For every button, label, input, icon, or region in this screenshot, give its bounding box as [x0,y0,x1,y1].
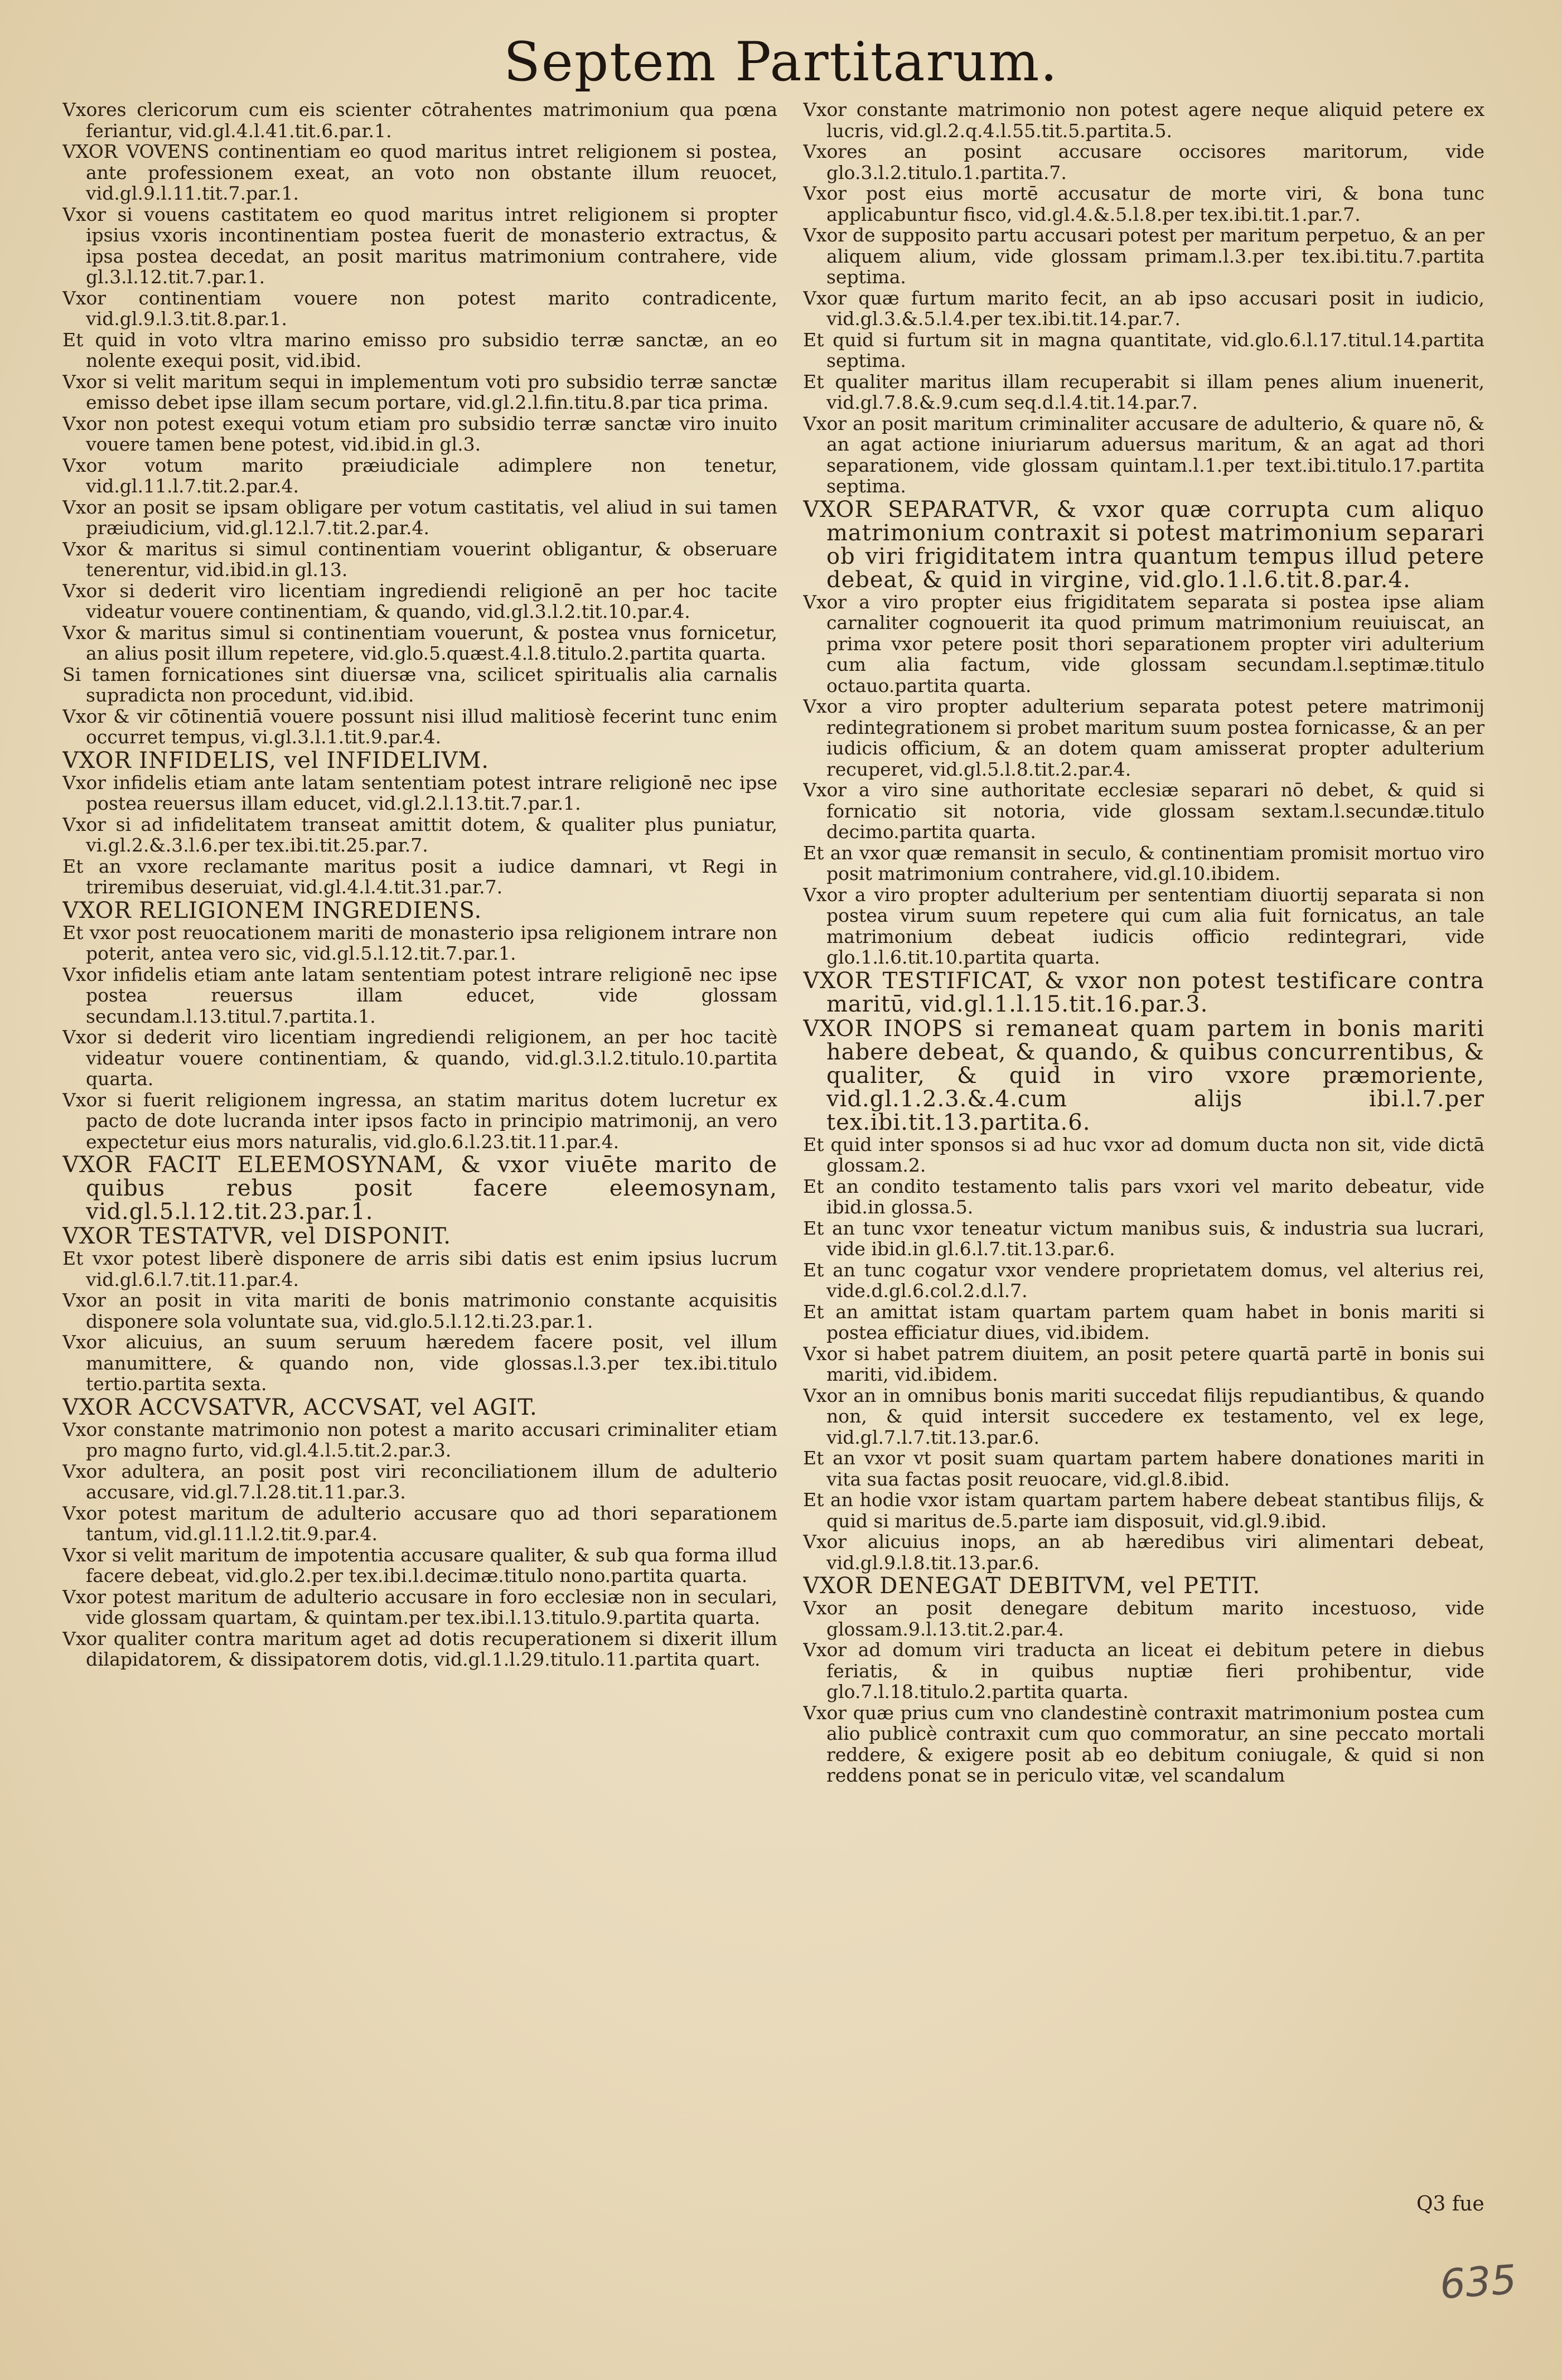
index-entry: Vxor si velit maritum de impotentia accusare qualiter, & sub qua forma illud facere debeat, vid.glo.2.per tex.ibi.l.decimæ.titulo nono.partita quarta. [62,1544,777,1586]
section-heading: VXOR TESTIFICAT, & vxor non potest testificare contra maritū, vid.gl.1.l.15.tit.16.par.3. [803,968,1484,1017]
index-entry: Vxor si dederit viro licentiam ingrediendi religionē an per hoc tacite videatur vouere continentiam, & quando, vid.gl.3.l.2.tit.10.par.4. [62,579,777,622]
index-entry: Vxor alicuius, an suum seruum hæredem facere posit, vel illum manumittere, & quando non, vide glossas.l.3.per tex.ibi.titulo tertio.partita sexta. [62,1331,777,1395]
index-entry: Vxor a viro propter eius frigiditatem separata si postea ipse aliam carnaliter cognouerit ita quod primum matrimonium reuiuiscat, an prima vxor petere posit thori separationem propter viri adulterium cum alia factum, vide glossam secundam.l.septimæ.titulo octauo.partita quarta. [803,591,1484,696]
section-heading: VXOR INOPS si remaneat quam partem in bonis mariti habere debeat, & quando, & quibus concurrentibus, & qualiter, & quid in viro vxore præmoriente, vid.gl.1.2.3.&.4.cum alijs ibi.l.7.per tex.ibi.tit.13.partita.6. [803,1015,1484,1135]
index-entry: Vxor a viro propter adulterium separata potest petere matrimonij redintegrationem si probet maritum suum postea fornicasse, & an per iudicis officium, & an dotem quam amisserat propter adulterium recuperet, vid.gl.5.l.8.tit.2.par.4. [803,695,1484,780]
index-entry: Vxor an posit in vita mariti de bonis matrimonio constante acquisitis disponere sola voluntate sua, vid.glo.5.l.12.ti.23.par.1. [62,1289,777,1332]
handwritten-page-number: 635 [1438,2256,1519,2308]
index-entry: Vxor votum marito præiudiciale adimplere non tenetur, vid.gl.11.l.7.tit.2.par.4. [62,454,777,497]
index-entry: Vxores clericorum cum eis scienter cōtrahentes matrimonium qua pœna feriantur, vid.gl.4.l.41.tit.6.par.1. [62,99,777,142]
index-entry: Vxor & maritus si simul continentiam vouerint obligantur, & obseruare tenerentur, vid.ibid.in gl.13. [62,538,777,581]
index-entry: Vxor post eius mortē accusatur de morte viri, & bona tunc applicabuntur fisco, vid.gl.4.&.5.l.8.per tex.ibi.tit.1.par.7. [803,182,1484,225]
index-entry: Vxor si fuerit religionem ingressa, an statim maritus dotem lucretur ex pacto de dote lucranda inter ipsos facto in principio matrimonij, an vero expectetur eius mors naturalis, vid.glo.6.l.23.tit.11.par.4. [62,1089,777,1153]
running-title: Septem Partitarum. [504,31,1058,93]
index-entry: Vxores an posint accusare occisores maritorum, vide glo.3.l.2.titulo.1.partita.7. [803,141,1484,183]
index-entry: Vxor adultera, an posit post viri reconciliationem illum de adulterio accusare, vid.gl.7.l.28.tit.11.par.3. [62,1460,777,1503]
index-entry: Vxor si velit maritum sequi in implementum voti pro subsidio terræ sanctæ emisso debet ipse illam secum portare, vid.gl.2.l.fin.titu.8.par tica prima. [62,370,777,413]
index-entry: Vxor continentiam vouere non potest marito contradicente, vid.gl.9.l.3.tit.8.par.1. [62,287,777,330]
index-entry: Vxor a viro propter adulterium per sententiam diuortij separata si non postea virum suum repetere qui cum alia fuit fornicatus, an tale matrimonium debeat iudicis officio redintegrari, vide glo.1.l.6.tit.10.partita quarta. [803,883,1484,968]
index-entry: Si tamen fornicationes sint diuersæ vna, scilicet spiritualis alia carnalis supradicta non procedunt, vid.ibid. [62,663,777,706]
section-heading: VXOR DENEGAT DEBITVM, vel PETIT. [803,1573,1261,1599]
index-entry: Vxor an posit se ipsam obligare per votum castitatis, vel aliud in sui tamen præiudicium, vid.gl.12.l.7.tit.2.par.4. [62,496,777,539]
index-entry: Et an hodie vxor istam quartam partem habere debeat stantibus filijs, & quid si maritus de.5.parte iam disposuit, vid.gl.9.ibid. [803,1489,1484,1532]
index-entry: Vxor quæ prius cum vno clandestinè contraxit matrimonium postea cum alio publicè contraxit cum quo commoratur, an sine peccato mortali reddere, & exigere posit ab eo debitum coniugale, & quid si non reddens ponat se in periculo vitæ, vel scandalum [803,1701,1484,1786]
index-entry: Vxor si vouens castitatem eo quod maritus intret religionem si propter ipsius vxoris incontinentiam postea fuerit de monasterio extractus, & ipsa postea decedat, an posit maritus matrimonium contrahere, vide gl.3.l.12.tit.7.par.1. [62,203,777,288]
section-heading: VXOR FACIT ELEEMOSYNAM, & vxor viuēte marito de quibus rebus posit facere eleemosynam, vid.gl.5.l.12.tit.23.par.1. [62,1152,777,1225]
index-entry: Vxor alicuius inops, an ab hæredibus viri alimentari debeat, vid.gl.9.l.8.tit.13.par.6. [803,1531,1484,1574]
catchword: Q3 fue [1416,2193,1484,2215]
left-column [62,99,777,2202]
index-entry: Vxor si dederit viro licentiam ingrediendi religionem, an per hoc tacitè videatur vouere continentiam, & quando, vid.gl.3.l.2.titulo.10.partita quarta. [62,1026,777,1090]
section-heading: VXOR ACCVSATVR, ACCVSAT, vel AGIT. [62,1394,538,1420]
index-entry: Et qualiter maritus illam recuperabit si illam penes alium inuenerit, vid.gl.7.8.&.9.cum seq.d.l.4.tit.14.par.7. [803,370,1484,413]
section-heading: VXOR INFIDELIS, vel INFIDELIVM. [62,747,490,773]
index-entry: Et an vxor vt posit suam quartam partem habere donationes mariti in vita sua factas posit reuocare, vid.gl.8.ibid. [803,1447,1484,1490]
section-heading: VXOR RELIGIONEM INGREDIENS. [62,897,482,923]
index-entry: Vxor infidelis etiam ante latam sententiam potest intrare religionē nec ipse postea reuersus illam educet, vide glossam secundam.l.13.titul.7.partita.1. [62,963,777,1027]
index-entry: Vxor potest maritum de adulterio accusare quo ad thori separationem tantum, vid.gl.11.l.2.tit.9.par.4. [62,1502,777,1545]
index-entry: Et quid si furtum sit in magna quantitate, vid.glo.6.l.17.titul.14.partita septima. [803,328,1484,371]
index-entry: Vxor si ad infidelitatem transeat amittit dotem, & qualiter plus puniatur, vi.gl.2.&.3.l.6.per tex.ibi.tit.25.par.7. [62,813,777,856]
index-entry: Vxor potest maritum de adulterio accusare in foro ecclesiæ non in seculari, vide glossam quartam, & quintam.per tex.ibi.l.13.titulo.9.partita quarta. [62,1585,777,1628]
index-entry: Vxor si habet patrem diuitem, an posit petere quartā partē in bonis sui mariti, vid.ibidem. [803,1342,1484,1385]
index-entry: Vxor de supposito partu accusari potest per maritum perpetuo, & an per aliquem alium, vide glossam primam.l.3.per tex.ibi.titu.7.partita septima. [803,224,1484,288]
right-column [803,99,1484,2202]
index-entry: Vxor & vir cōtinentiā vouere possunt nisi illud malitiosè fecerint tunc enim occurret tempus, vi.gl.3.l.1.tit.9.par.4. [62,705,777,748]
index-entry: Et vxor post reuocationem mariti de monasterio ipsa religionem intrare non poterit, antea vero sic, vid.gl.5.l.12.tit.7.par.1. [62,921,777,964]
section-heading: VXOR TESTATVR, vel DISPONIT. [62,1223,451,1249]
index-entry: Vxor constante matrimonio non potest a marito accusari criminaliter etiam pro magno furto, vid.gl.4.l.5.tit.2.par.3. [62,1418,777,1461]
index-entry: Vxor an in omnibus bonis mariti succedat filijs repudiantibus, & quando non, & quid intersit succedere ex testamento, vel ex lege, vid.gl.7.l.7.tit.13.par.6. [803,1384,1484,1448]
index-entry: Et vxor potest liberè disponere de arris sibi datis est enim ipsius lucrum vid.gl.6.l.7.tit.11.par.4. [62,1247,777,1290]
index-entry: Vxor constante matrimonio non potest agere neque aliquid petere ex lucris, vid.gl.2.q.4.l.55.tit.5.partita.5. [803,99,1484,142]
index-entry: Vxor an posit maritum criminaliter accusare de adulterio, & quare nō, & an agat actione iniuriarum aduersus maritum, & an agat ad thori separationem, vide glossam quintam.l.1.per text.ibi.titulo.17.partita septima. [803,412,1484,497]
index-entry: Vxor & maritus simul si continentiam vouerunt, & postea vnus fornicetur, an alius posit illum repetere, vid.glo.5.quæst.4.l.8.titulo.2.partita quarta. [62,621,777,664]
index-entry: Vxor qualiter contra maritum aget ad dotis recuperationem si dixerit illum dilapidatorem, & dissipatorem dotis, vid.gl.1.l.29.titulo.11.partita quart. [62,1627,777,1670]
index-entry: Vxor ad domum viri traducta an liceat ei debitum petere in diebus feriatis, & in quibus nuptiæ fieri prohibentur, vide glo.7.l.18.titulo.2.partita quarta. [803,1639,1484,1702]
index-entry: Et an amittat istam quartam partem quam habet in bonis mariti si postea efficiatur diues, vid.ibidem. [803,1300,1484,1343]
index-entry: Et quid inter sponsos si ad huc vxor ad domum ducta non sit, vide dictā glossam.2. [803,1133,1484,1176]
index-entry: Vxor non potest exequi votum etiam pro subsidio terræ sanctæ viro inuito vouere tamen bene potest, vid.ibid.in gl.3. [62,412,777,455]
index-entry: Vxor a viro sine authoritate ecclesiæ separari nō debet, & quid si fornicatio sit notoria, vide glossam sextam.l.secundæ.titulo decimo.partita quarta. [803,779,1484,843]
index-entry: Et an vxore reclamante maritus posit a iudice damnari, vt Regi in triremibus deseruiat, vid.gl.4.l.4.tit.31.par.7. [62,855,777,898]
index-entry: VXOR VOVENS continentiam eo quod maritus intret religionem si postea, ante professionem exeat, an voto non obstante illum reuocet, vid.gl.9.l.11.tit.7.par.1. [62,141,777,204]
index-entry: Et an condito testamento talis pars vxori vel marito debeatur, vide ibid.in glossa.5. [803,1175,1484,1218]
index-entry: Vxor an posit denegare debitum marito incestuoso, vide glossam.9.l.13.tit.2.par.4. [803,1597,1484,1640]
index-entry: Vxor quæ furtum marito fecit, an ab ipso accusari posit in iudicio, vid.gl.3.&.5.l.4.per tex.ibi.tit.14.par.7. [803,287,1484,330]
section-heading: VXOR SEPARATVR, & vxor quæ corrupta cum aliquo matrimonium contraxit si potest matrimonium separari ob viri frigiditatem intra quantum tempus illud petere debeat, & quid in virgine, vid.glo.1.l.6.tit.8.par.4. [803,496,1484,593]
index-entry: Et quid in voto vltra marino emisso pro subsidio terræ sanctæ, an eo nolente exequi posit, vid.ibid. [62,328,777,371]
index-entry: Vxor infidelis etiam ante latam sententiam potest intrare religionē nec ipse postea reuersus illam educet, vid.gl.2.l.13.tit.7.par.1. [62,771,777,814]
index-entry: Et an vxor quæ remansit in seculo, & continentiam promisit mortuo viro posit matrimonium contrahere, vid.gl.10.ibidem. [803,841,1484,884]
index-entry: Et an tunc cogatur vxor vendere proprietatem domus, vel alterius rei, vide.d.gl.6.col.2.d.l.7. [803,1259,1484,1302]
index-entry: Et an tunc vxor teneatur victum manibus suis, & industria sua lucrari, vide ibid.in gl.6.l.7.tit.13.par.6. [803,1217,1484,1260]
